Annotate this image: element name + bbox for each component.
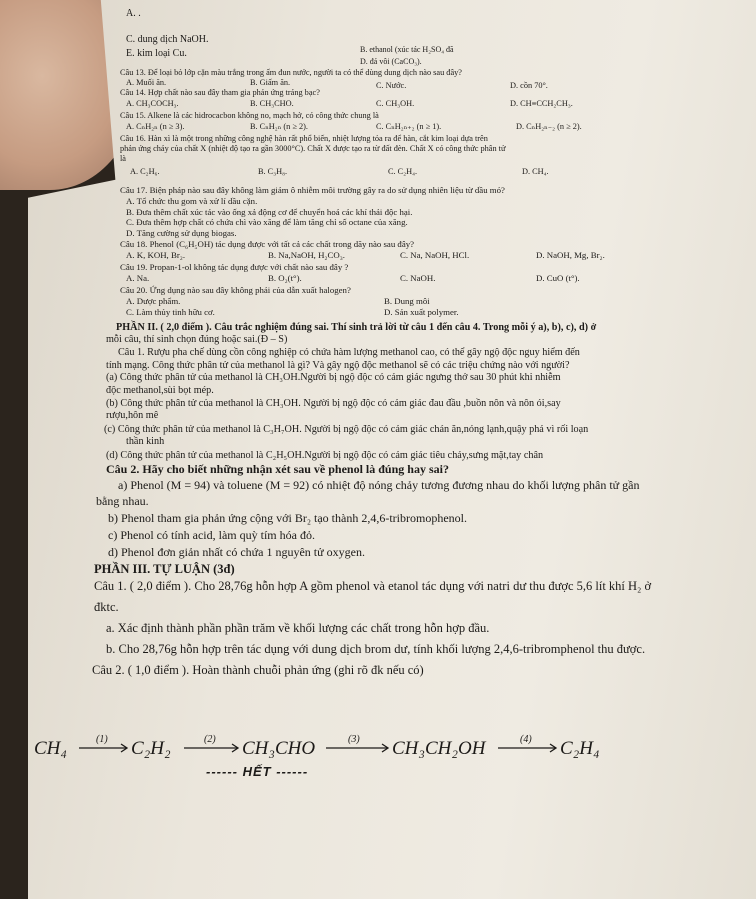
p3-c2-line: [70, 664, 740, 684]
p2-c1-line2: [70, 360, 740, 373]
q17: [70, 185, 740, 196]
p3-c1b-line: [70, 643, 740, 664]
q18-option-b: B. Na,NaOH, H₂CO₃.: [268, 249, 345, 260]
q19-option-b: B. O₂(t°).: [268, 272, 302, 283]
q12-option-e: E. kim loại Cu.: [126, 48, 187, 59]
q18-option-d: D. NaOH, Mg, Br₂.: [536, 249, 605, 260]
q18-stem: Câu 18. Phenol (C₆H₅OH) tác dụng được với tất cả các chất trong dãy nào sau đây?: [120, 238, 415, 249]
p2-c1a-line1: [70, 372, 740, 385]
q18-option-a: A. K, KOH, Br₂.: [126, 249, 186, 260]
q16-option-b: B. C₃H₈.: [258, 167, 288, 176]
q15-option-b: B. CₙH₂ₙ (n ≥ 2).: [250, 122, 308, 131]
q16: [70, 134, 740, 144]
p2-question-1: Câu 1. Rượu pha chế dùng cồn công nghiệp có chứa hàm lượng methanol cao, có thể gây ngộ độc nguy hiểm đến: [118, 347, 580, 358]
p2-c1-line1: [70, 347, 740, 360]
q15: [70, 111, 740, 122]
part2-title-line2: [70, 334, 740, 347]
q14-option-a: A. CH₃COCH₃.: [126, 99, 179, 108]
q17-option-c: C. Đưa thêm hợp chất có chứa chì vào xăng để làm tăng chỉ số octane của xăng.: [126, 217, 408, 227]
q15-options: [70, 122, 740, 134]
q20: [70, 285, 740, 296]
q14: [70, 88, 740, 99]
q13-option-c: C. Nước.: [376, 81, 407, 90]
q13-option-a: A. Muối ăn.: [126, 78, 167, 87]
q16-option-d: D. CH₄.: [522, 167, 549, 176]
q15-option-d: D. CₙH₂ₙ₋₂ (n ≥ 2).: [516, 122, 582, 131]
p3-q1-part-a: a. Xác định thành phần phần trăm về khối lượng các chất trong hỗn hợp đầu.: [106, 620, 490, 635]
p2-q1-statement-a: (a) Công thức phân tử của methanol là CH₃OH.Người bị ngộ độc có cảm giác ngưng thở sau 30 phút khi nhiễm: [106, 372, 561, 383]
species-ch3ch2oh: CH₃CH₂OH: [392, 738, 486, 759]
p2-c1b-line2: [70, 410, 740, 424]
q17-c-row: [70, 217, 740, 228]
q16-line-3: [70, 154, 740, 167]
q19-option-c: C. NaOH.: [400, 272, 436, 283]
p2-q2-statement-a-cont: bằng nhau.: [96, 493, 149, 508]
part3-title-row: [70, 563, 740, 580]
q16-stem-1: Câu 16. Hàn xì là một trong những công nghệ hàn rất phổ biến, nhiệt lượng tỏa ra để hàn, cắt kim loại dựa trên: [120, 134, 488, 143]
p3-c1a-line: [70, 622, 740, 643]
p2-c2a-line2: [70, 495, 740, 512]
p3-question-1: Câu 1. ( 2,0 điểm ). Cho 28,76g hỗn hợp A gồm phenol và etanol tác dụng với natri dư thu được 5,6 lít khí H₂ ở: [94, 578, 652, 593]
p2-q2-statement-b: b) Phenol tham gia phản ứng cộng với Br₂ tạo thành 2,4,6-tribromophenol.: [108, 510, 467, 525]
q20-options-1: [70, 296, 740, 307]
p2-q2-statement-c: c) Phenol có tính acid, làm quỳ tím hóa đỏ.: [108, 527, 315, 542]
p2-c2a-line1: [70, 479, 740, 495]
q18-option-c: C. Na, NaOH, HCl.: [400, 249, 470, 260]
part2-title: [70, 322, 740, 335]
q13-stem: Câu 13. Để loại bỏ lớp cặn màu trắng trong ấm đun nước, người ta có thể dùng dung dịch nào sau đây?: [120, 68, 462, 77]
q17-option-b: B. Đưa thêm chất xúc tác vào ống xả động cơ để chuyển hoá các khí thải độc hại.: [126, 206, 413, 217]
exam-content: [70, 8, 740, 677]
q12-option-b: B. ethanol (xúc tác H₂SO₄ đã: [360, 45, 454, 54]
p2-q1-statement-d: (d) Công thức phân tử của methanol là C₂H₅OH.Người bị ngộ độc có cảm giác tiêu chảy,sưng mặt,tay chân: [106, 449, 544, 461]
q20-option-d: D. Sản xuất polymer.: [384, 306, 459, 317]
q17-b-row: [70, 207, 740, 218]
p2-question-1-cont: tính mạng. Công thức phân tử của methanol là gì? Và gây ngộ độc methanol sẽ có các triệu chứng nào với người?: [106, 359, 570, 371]
q14-option-c: C. CH₃OH.: [376, 99, 415, 108]
p3-c1-line1: [70, 580, 740, 601]
q20-stem: Câu 20. Ứng dụng nào sau đây không phải của dẫn xuất halogen?: [120, 284, 351, 295]
p2-c2c-line: [70, 529, 740, 546]
q14-option-d: D. CH≡CCH₂CH₃.: [510, 99, 573, 108]
species-ch3cho: CH₃CHO: [242, 738, 316, 759]
q19-option-a: A. Na.: [126, 272, 150, 283]
p2-q2-statement-d: d) Phenol đơn giản nhất có chứa 1 nguyên tử oxygen.: [108, 544, 365, 559]
q16-line-2: [70, 144, 740, 154]
q19-options: [70, 273, 740, 285]
arrow-3-label: (3): [348, 734, 360, 745]
p3-q1-part-b: b. Cho 28,76g hỗn hợp trên tác dụng với dung dịch brom dư, tính khối lượng 2,4,6-tribromphenol thu được.: [106, 641, 646, 656]
q14-option-b: B. CH₃CHO.: [250, 99, 294, 108]
arrow-1-label: (1): [96, 734, 108, 745]
p2-question-2: Câu 2. Hãy cho biết những nhận xét sau về phenol là đúng hay sai?: [106, 461, 449, 476]
q20-option-a: A. Dược phẩm.: [126, 295, 181, 306]
p2-c1c-line2: [70, 436, 740, 450]
q15-option-a: A. CₙH₂ₙ (n ≥ 3).: [126, 122, 185, 131]
q20-option-b: B. Dung môi: [384, 295, 430, 306]
q19-stem: Câu 19. Propan-1-ol không tác dụng được với chất nào sau đây ?: [120, 261, 349, 272]
q15-stem: Câu 15. Alkene là các hidrocacbon không no, mạch hở, có công thức chung là: [120, 111, 379, 120]
q17-stem: Câu 17. Biện pháp nào sau đây không làm giảm ô nhiễm môi trường gây ra do sử dụng nhiên liệu từ dầu mỏ?: [120, 185, 505, 195]
q13-option-d: D. cồn 70°.: [510, 81, 548, 90]
p2-c1a-line2: [70, 385, 740, 398]
q19: [70, 262, 740, 273]
q16-option-a: A. C₂H₆.: [130, 167, 160, 176]
part3-heading: PHẦN III. TỰ LUẬN (3đ): [94, 561, 235, 576]
q20-option-c: C. Làm thủy tinh hữu cơ.: [126, 306, 215, 317]
p2-c1d-line: [70, 450, 740, 463]
q14-stem: Câu 14. Hợp chất nào sau đây tham gia phản ứng tráng bạc?: [120, 88, 320, 97]
q16-options: [70, 167, 740, 181]
arrow-4-label: (4): [520, 734, 532, 745]
q20-options-2: [70, 307, 740, 318]
species-c2h2: C₂H₂: [131, 738, 171, 759]
q12-option-c: C. dung dịch NaOH.: [126, 34, 209, 45]
q17-option-a: A. Tổ chức thu gom và xử lí dầu cặn.: [126, 196, 258, 206]
q17-a-row: [70, 196, 740, 207]
q13: [70, 68, 740, 78]
p2-c1c-line1: [70, 424, 740, 437]
q12-option-d: D. đá vôi (CaCO₃).: [360, 57, 422, 66]
p2-c2b-line: [70, 512, 740, 529]
species-c2h4: C₂H₄: [560, 738, 600, 759]
p2-c2-line: [70, 463, 740, 479]
q18-options: [70, 250, 740, 262]
q17-d-row: [70, 228, 740, 239]
reaction-chain-svg: [34, 728, 634, 762]
part2-heading-2: mỗi câu, thí sinh chọn đúng hoặc sai.(Đ – S): [106, 334, 288, 345]
q16-stem-2: phản ứng cháy của chất X (nhiệt độ tạo ra gần 3000°C). Chất X được tạo ra từ đất đèn. Chất X có công thức phân tử: [120, 144, 506, 153]
q13-option-b: B. Giấm ăn.: [250, 78, 291, 87]
q15-option-c: C. CₙH₂ₙ₊₂ (n ≥ 1).: [376, 122, 442, 131]
q14-options: [70, 99, 740, 111]
reaction-chain: [34, 728, 634, 762]
part2-heading: PHẦN II. ( 2,0 điểm ). Câu trắc nghiệm đúng sai. Thí sinh trả lời từ câu 1 đến câu 4. Trong mỗi ý a), b), c), d) ở: [116, 321, 597, 333]
p2-q1-statement-a-cont: độc methanol,sùi bọt mép.: [106, 384, 214, 396]
q16-option-c: C. C₂H₄.: [388, 167, 418, 176]
arrow-2-label: (2): [204, 734, 216, 745]
q12-option-a: A. .: [126, 8, 141, 19]
q13-options: [70, 78, 740, 88]
q17-option-d: D. Tăng cường sử dụng biogas.: [126, 227, 237, 238]
p3-question-1-cont: đktc.: [94, 599, 119, 614]
p2-q2-statement-a: a) Phenol (M = 94) và toluene (M = 92) có nhiệt độ nóng chảy tương đương nhau do khối lượng phân tử gần: [118, 477, 640, 492]
p2-c2d-line: [70, 546, 740, 563]
p2-q1-statement-b: (b) Công thức phân tử của methanol là CH₃OH. Người bị ngộ độc có cảm giác đau đầu ,buồn nôn và nôn ói,say: [106, 397, 561, 409]
p2-q1-statement-b-cont: rượu,hôn mê: [106, 410, 159, 421]
q18: [70, 239, 740, 250]
p2-q1-statement-c: (c) Công thức phân tử của methanol là C₃H₇OH. Người bị ngộ độc có cảm giác chán ăn,nóng lạnh,quậy phá vì rối loạn: [104, 423, 589, 435]
p3-c1-line2: [70, 601, 740, 622]
p3-question-2: Câu 2. ( 1,0 điểm ). Hoàn thành chuỗi phản ứng (ghi rõ đk nếu có): [92, 662, 424, 677]
p2-c1b-line1: [70, 398, 740, 411]
end-marker: ------ HẾT ------: [206, 764, 309, 779]
species-ch4: CH₄: [34, 738, 67, 759]
p2-q1-statement-c-cont: thần kinh: [126, 436, 165, 447]
q12-row-1: [70, 8, 740, 20]
q16-stem-3: là: [120, 154, 126, 163]
q19-option-d: D. CuO (t°).: [536, 272, 580, 283]
